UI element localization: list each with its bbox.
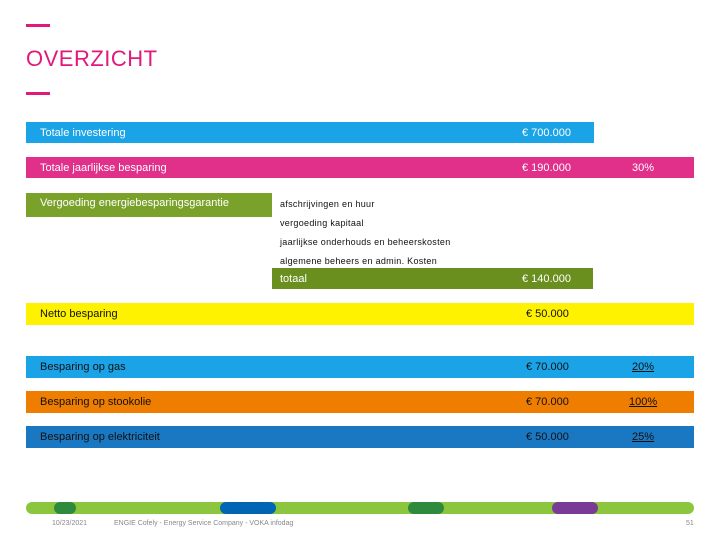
page-title: OVERZICHT bbox=[26, 46, 158, 71]
besparing-label: Totale jaarlijkse besparing bbox=[40, 162, 167, 174]
totaal-amount: € 140.000 bbox=[522, 273, 571, 285]
footer-stripe-segment-blue bbox=[220, 502, 276, 514]
investering-label: Totale investering bbox=[40, 127, 126, 139]
title-accent-top bbox=[26, 24, 50, 27]
footer-stripe-segment-purple bbox=[552, 502, 598, 514]
footer-date: 10/23/2021 bbox=[52, 520, 88, 527]
title-accent-bottom bbox=[26, 92, 50, 95]
investering-amount: € 700.000 bbox=[522, 127, 571, 139]
footer-stripe-segment-green bbox=[54, 502, 76, 514]
stookolie-pct: 100% bbox=[629, 396, 658, 408]
netto-amount: € 50.000 bbox=[526, 308, 569, 320]
stookolie-label: Besparing op stookolie bbox=[40, 396, 152, 408]
elektriciteit-label: Besparing op elektriciteit bbox=[40, 431, 160, 443]
elektriciteit-amount: € 50.000 bbox=[526, 431, 569, 443]
gas-pct: 20% bbox=[632, 361, 655, 373]
stookolie-amount: € 70.000 bbox=[526, 396, 569, 408]
vergoeding-item-2: vergoeding kapitaal bbox=[280, 218, 364, 228]
vergoeding-item-4: algemene beheers en admin. Kosten bbox=[280, 256, 437, 266]
footer-stripe-segment-green-2 bbox=[408, 502, 444, 514]
vergoeding-item-1: afschrijvingen en huur bbox=[280, 199, 375, 209]
netto-label: Netto besparing bbox=[40, 308, 118, 320]
totaal-label: totaal bbox=[280, 273, 307, 285]
footer-text: ENGIE Cofely - Energy Service Company - VOKA infodag bbox=[114, 520, 294, 527]
vergoeding-label: Vergoeding energiebesparingsgarantie bbox=[40, 197, 229, 209]
elektriciteit-pct: 25% bbox=[632, 431, 655, 443]
gas-bar bbox=[26, 356, 694, 378]
besparing-amount: € 190.000 bbox=[522, 162, 571, 174]
netto-bar bbox=[26, 303, 694, 325]
besparing-pct: 30% bbox=[632, 162, 655, 174]
gas-amount: € 70.000 bbox=[526, 361, 569, 373]
vergoeding-item-3: jaarlijkse onderhouds en beheerskosten bbox=[280, 237, 451, 247]
footer-page-number: 51 bbox=[686, 520, 694, 527]
gas-label: Besparing op gas bbox=[40, 361, 126, 373]
